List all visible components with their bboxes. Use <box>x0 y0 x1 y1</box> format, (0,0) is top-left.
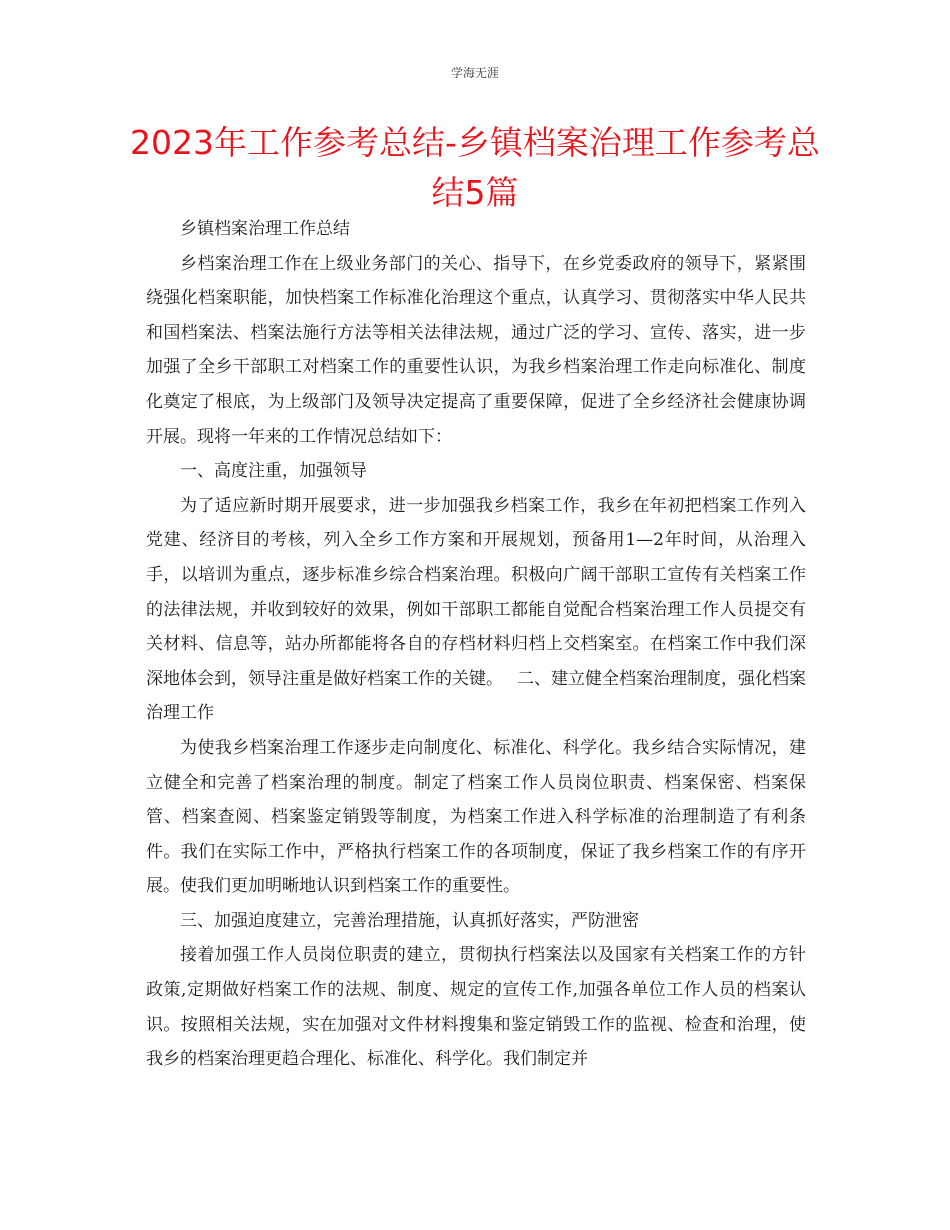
document-title: 2023年工作参考总结-乡镇档案治理工作参考总结5篇 <box>130 123 820 212</box>
paragraph-intro: 乡档案治理工作在上级业务部门的关心、指导下，在乡党委政府的领导下，紧紧围绕强化档案职能，加快档案工作标准化治理这个重点，认真学习、贯彻落实中华人民共和国档案法、档案法施行方法等相关法律法规，通过广泛的学习、宣传、落实，进一步加强了全乡干部职工对档案工作的重要性认识，为我乡档案治理工作走向标准化、制度化奠定了根底，为上级部门及领导决定提高了重要保障，促进了全乡经济社会健康协调开展。现将一年来的工作情况总结如下： <box>146 253 806 447</box>
paragraph-section-2: 为使我乡档案治理工作逐步走向制度化、标准化、科学化。我乡结合实际情况，建立健全和完善了档案治理的制度。制定了档案工作人员岗位职责、档案保密、档案保管、档案查阅、档案鉴定销毁等制度，为档案工作进入科学标准的治理制造了有利条件。我们在实际工作中，严格执行档案工作的各项制度，保证了我乡档案工作的有序开展。使我们更加明晰地认识到档案工作的重要性。 <box>146 737 806 897</box>
paragraph-subtitle: 乡镇档案治理工作总结 <box>180 219 350 239</box>
paragraph-section-3: 接着加强工作人员岗位职责的建立，贯彻执行档案法以及国家有关档案工作的方针政策,定期做好档案工作的法规、制度、规定的宣传工作,加强各单位工作人员的档案认识。按照相关法规，实在加强对文件材料搜集和鉴定销毁工作的监视、检查和治理，使我乡的档案治理更趋合理化、标准化、科学化。我们制定并 <box>146 945 806 1070</box>
header-note: 学海无涯 <box>450 66 499 80</box>
section-heading-1: 一、高度注重，加强领导 <box>180 461 367 482</box>
section-heading-3: 三、加强迫度建立，完善治理措施，认真抓好落实，严防泄密 <box>180 910 639 931</box>
document-body <box>146 212 806 1077</box>
paragraph-section-1: 为了适应新时期开展要求，进一步加强我乡档案工作，我乡在年初把档案工作列入党建、经济目的考核，列入全乡工作方案和开展规划，预备用1—2年时间，从治理入手，以培训为重点，逐步标准乡综合档案治理。积极向广阔干部职工宣传有关档案工作的法律法规，并收到较好的效果，例如干部职工都能自觉配合档案治理工作人员提交有关材料、信息等，站办所都能将各自的存档材料归档上交档案室。在档案工作中我们深深地体会到，领导注重是做好档案工作的关键。 二、建立健全档案治理制度，强化档案治理工作 <box>146 495 806 724</box>
